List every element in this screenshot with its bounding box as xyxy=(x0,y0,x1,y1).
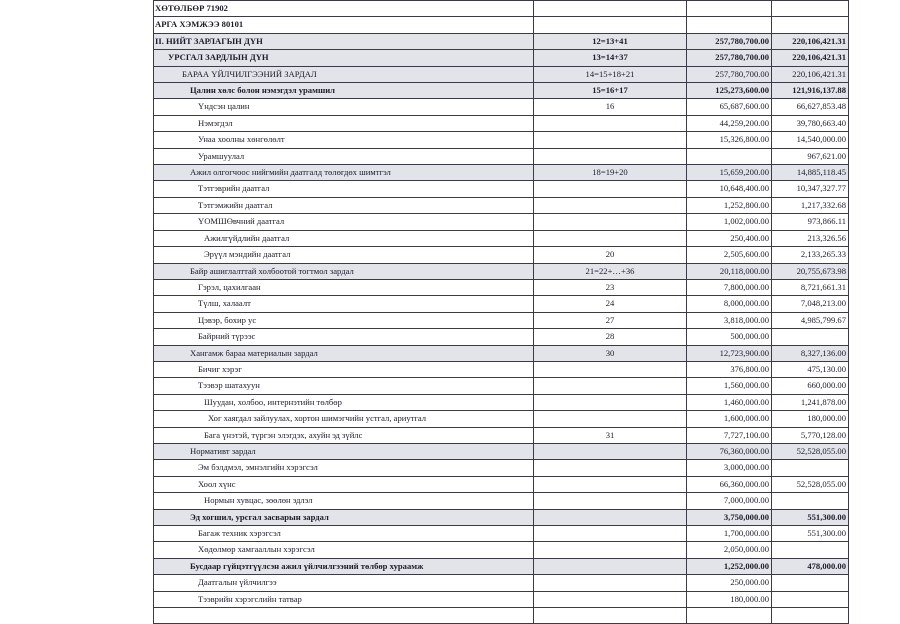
line-item-code: 18=19+20 xyxy=(534,165,687,181)
planned-amount: 66,360,000.00 xyxy=(687,476,772,492)
actual-amount: 551,300.00 xyxy=(772,526,849,542)
actual-amount: 1,217,332.68 xyxy=(772,197,849,213)
actual-amount xyxy=(772,608,849,624)
line-item-code: 31 xyxy=(534,427,687,443)
actual-amount: 66,627,853.48 xyxy=(772,99,849,115)
line-item-name: Гэрэл, цахилгаан xyxy=(154,279,534,295)
table-row xyxy=(154,558,849,574)
line-item-code: 24 xyxy=(534,296,687,312)
table-row xyxy=(154,247,849,263)
actual-amount: 475,130.00 xyxy=(772,361,849,377)
actual-amount: 220,106,421.31 xyxy=(772,33,849,49)
actual-amount: 973,866.11 xyxy=(772,214,849,230)
actual-amount: 220,106,421.31 xyxy=(772,66,849,82)
planned-amount: 125,273,600.00 xyxy=(687,83,772,99)
planned-amount xyxy=(687,17,772,33)
table-row xyxy=(154,148,849,164)
table-row xyxy=(154,378,849,394)
actual-amount: 10,347,327.77 xyxy=(772,181,849,197)
line-item-name: Хөдөлмөр хамгааллын хэрэгсэл xyxy=(154,542,534,558)
line-item-name: Даатгалын үйлчилгээ xyxy=(154,575,534,591)
actual-amount: 660,000.00 xyxy=(772,378,849,394)
planned-amount: 257,780,700.00 xyxy=(687,50,772,66)
line-item-name: ХӨТӨЛБӨР 71902 xyxy=(154,1,534,17)
planned-amount: 257,780,700.00 xyxy=(687,66,772,82)
line-item-code xyxy=(534,1,687,17)
actual-amount xyxy=(772,17,849,33)
planned-amount: 500,000.00 xyxy=(687,329,772,345)
actual-amount xyxy=(772,542,849,558)
actual-amount: 20,755,673.98 xyxy=(772,263,849,279)
planned-amount: 1,002,000.00 xyxy=(687,214,772,230)
line-item-name: Хангамж бараа материалын зардал xyxy=(154,345,534,361)
actual-amount: 213,326.56 xyxy=(772,230,849,246)
line-item-name: Нормын хувцас, зөөлөн эдлэл xyxy=(154,493,534,509)
planned-amount xyxy=(687,608,772,624)
line-item-name: Урамшуулал xyxy=(154,148,534,164)
planned-amount: 7,800,000.00 xyxy=(687,279,772,295)
line-item-code xyxy=(534,378,687,394)
line-item-code xyxy=(534,181,687,197)
line-item-name: Бичиг хэрэг xyxy=(154,361,534,377)
line-item-name: Бусдаар гүйцэтгүүлсэн ажил үйлчилгээний төлбөр хураамж xyxy=(154,558,534,574)
line-item-code xyxy=(534,558,687,574)
line-item-code: 23 xyxy=(534,279,687,295)
actual-amount: 7,048,213.00 xyxy=(772,296,849,312)
expenditure-table-body xyxy=(154,1,849,624)
line-item-name: II. НИЙТ ЗАРЛАГЫН ДҮН xyxy=(154,33,534,49)
planned-amount: 15,659,200.00 xyxy=(687,165,772,181)
line-item-name: Хог хаягдал зайлуулах, хортон шимэгчийн устгал, ариутгал xyxy=(154,411,534,427)
table-row xyxy=(154,197,849,213)
line-item-name: Нормативт зардал xyxy=(154,443,534,459)
line-item-code xyxy=(534,526,687,542)
table-row xyxy=(154,181,849,197)
table-row xyxy=(154,542,849,558)
line-item-name: Эд хогшил, урсгал засварын зардал xyxy=(154,509,534,525)
expenditure-table xyxy=(153,0,849,624)
planned-amount: 3,818,000.00 xyxy=(687,312,772,328)
table-row xyxy=(154,608,849,624)
line-item-name: Байр ашиглалттай холбоотой тогтмол зардал xyxy=(154,263,534,279)
actual-amount: 478,000.00 xyxy=(772,558,849,574)
line-item-name: Тэтгэмжийн даатгал xyxy=(154,197,534,213)
line-item-code xyxy=(534,460,687,476)
table-row xyxy=(154,115,849,131)
actual-amount: 220,106,421.31 xyxy=(772,50,849,66)
actual-amount: 14,885,118.45 xyxy=(772,165,849,181)
actual-amount xyxy=(772,460,849,476)
planned-amount: 2,505,600.00 xyxy=(687,247,772,263)
planned-amount: 65,687,600.00 xyxy=(687,99,772,115)
actual-amount: 39,780,663.40 xyxy=(772,115,849,131)
planned-amount: 8,000,000.00 xyxy=(687,296,772,312)
line-item-name: Эм бэлдмэл, эмнэлгийн хэрэгсэл xyxy=(154,460,534,476)
line-item-code: 12=13+41 xyxy=(534,33,687,49)
actual-amount: 5,770,128.00 xyxy=(772,427,849,443)
line-item-name: ҮОМШӨвчний даатгал xyxy=(154,214,534,230)
line-item-code xyxy=(534,17,687,33)
table-row xyxy=(154,493,849,509)
line-item-code xyxy=(534,575,687,591)
planned-amount: 20,118,000.00 xyxy=(687,263,772,279)
table-row xyxy=(154,279,849,295)
planned-amount: 257,780,700.00 xyxy=(687,33,772,49)
actual-amount: 52,528,055.00 xyxy=(772,443,849,459)
line-item-name: АРГА ХЭМЖЭЭ 80101 xyxy=(154,17,534,33)
actual-amount: 121,916,137.88 xyxy=(772,83,849,99)
line-item-name: Хоол хүнс xyxy=(154,476,534,492)
line-item-name: Унаа хоолны хөнгөлөлт xyxy=(154,132,534,148)
table-row xyxy=(154,263,849,279)
table-row xyxy=(154,312,849,328)
line-item-code xyxy=(534,148,687,164)
line-item-name: Тээврийн хэрэгслийн татвар xyxy=(154,591,534,607)
actual-amount: 8,327,136.00 xyxy=(772,345,849,361)
planned-amount: 44,259,200.00 xyxy=(687,115,772,131)
line-item-code xyxy=(534,230,687,246)
table-row xyxy=(154,394,849,410)
planned-amount: 3,750,000.00 xyxy=(687,509,772,525)
table-row xyxy=(154,476,849,492)
actual-amount: 8,721,661.31 xyxy=(772,279,849,295)
planned-amount: 376,800.00 xyxy=(687,361,772,377)
line-item-name: Байрний түрээс xyxy=(154,329,534,345)
line-item-code: 13=14+37 xyxy=(534,50,687,66)
line-item-code xyxy=(534,214,687,230)
table-row xyxy=(154,99,849,115)
line-item-name: БАРАА ҮЙЛЧИЛГЭЭНИЙ ЗАРДАЛ xyxy=(154,66,534,82)
line-item-code xyxy=(534,509,687,525)
table-row xyxy=(154,214,849,230)
planned-amount xyxy=(687,148,772,164)
line-item-name: Ажилгүйдлийн даатгал xyxy=(154,230,534,246)
line-item-code xyxy=(534,542,687,558)
line-item-code xyxy=(534,115,687,131)
table-row xyxy=(154,33,849,49)
line-item-code xyxy=(534,443,687,459)
line-item-code xyxy=(534,394,687,410)
line-item-code xyxy=(534,361,687,377)
actual-amount: 180,000.00 xyxy=(772,411,849,427)
table-row xyxy=(154,66,849,82)
line-item-name xyxy=(154,608,534,624)
line-item-code xyxy=(534,132,687,148)
actual-amount xyxy=(772,1,849,17)
line-item-code xyxy=(534,608,687,624)
planned-amount: 10,648,400.00 xyxy=(687,181,772,197)
table-row xyxy=(154,83,849,99)
actual-amount: 967,621.00 xyxy=(772,148,849,164)
table-row xyxy=(154,443,849,459)
actual-amount: 4,985,799.67 xyxy=(772,312,849,328)
planned-amount: 1,460,000.00 xyxy=(687,394,772,410)
actual-amount xyxy=(772,575,849,591)
table-row xyxy=(154,17,849,33)
table-row xyxy=(154,411,849,427)
planned-amount: 15,326,800.00 xyxy=(687,132,772,148)
actual-amount xyxy=(772,329,849,345)
actual-amount: 52,528,055.00 xyxy=(772,476,849,492)
line-item-code: 30 xyxy=(534,345,687,361)
line-item-code: 16 xyxy=(534,99,687,115)
planned-amount: 1,252,800.00 xyxy=(687,197,772,213)
line-item-name: Цалин хөлс болон нэмэгдэл урамшил xyxy=(154,83,534,99)
actual-amount: 551,300.00 xyxy=(772,509,849,525)
line-item-code xyxy=(534,591,687,607)
table-row xyxy=(154,296,849,312)
actual-amount xyxy=(772,493,849,509)
planned-amount: 2,050,000.00 xyxy=(687,542,772,558)
planned-amount: 180,000.00 xyxy=(687,591,772,607)
planned-amount: 7,727,100.00 xyxy=(687,427,772,443)
actual-amount: 14,540,000.00 xyxy=(772,132,849,148)
line-item-name: Цэвэр, бохир ус xyxy=(154,312,534,328)
planned-amount: 1,252,000.00 xyxy=(687,558,772,574)
planned-amount: 76,360,000.00 xyxy=(687,443,772,459)
table-row xyxy=(154,165,849,181)
table-row xyxy=(154,329,849,345)
planned-amount: 3,000,000.00 xyxy=(687,460,772,476)
table-row xyxy=(154,575,849,591)
table-row xyxy=(154,1,849,17)
line-item-code: 15=16+17 xyxy=(534,83,687,99)
line-item-code xyxy=(534,476,687,492)
planned-amount: 1,560,000.00 xyxy=(687,378,772,394)
table-row xyxy=(154,230,849,246)
planned-amount: 1,600,000.00 xyxy=(687,411,772,427)
line-item-name: Багаж техник хэрэгсэл xyxy=(154,526,534,542)
line-item-name: Ажил олгогчоос нийгмийн даатгалд төлөгдөх шимтгэл xyxy=(154,165,534,181)
table-row xyxy=(154,509,849,525)
table-row xyxy=(154,427,849,443)
table-row xyxy=(154,132,849,148)
line-item-code: 14=15+18+21 xyxy=(534,66,687,82)
line-item-name: Түлш, халаалт xyxy=(154,296,534,312)
planned-amount: 7,000,000.00 xyxy=(687,493,772,509)
table-row xyxy=(154,526,849,542)
table-row xyxy=(154,345,849,361)
table-row xyxy=(154,361,849,377)
line-item-name: Нэмэгдэл xyxy=(154,115,534,131)
actual-amount: 2,133,265.33 xyxy=(772,247,849,263)
line-item-code xyxy=(534,197,687,213)
planned-amount: 250,400.00 xyxy=(687,230,772,246)
planned-amount: 1,700,000.00 xyxy=(687,526,772,542)
line-item-code xyxy=(534,411,687,427)
line-item-name: Эрүүл мэндийн даатгал xyxy=(154,247,534,263)
line-item-name: Шуудан, холбоо, интернэтийн төлбөр xyxy=(154,394,534,410)
line-item-name: УРСГАЛ ЗАРДЛЫН ДҮН xyxy=(154,50,534,66)
line-item-name: Үндсэн цалин xyxy=(154,99,534,115)
line-item-name: Тээвэр шатахуун xyxy=(154,378,534,394)
planned-amount xyxy=(687,1,772,17)
line-item-name: Бага үнэтэй, түргэн элэгдэх, ахуйн эд зүйлс xyxy=(154,427,534,443)
line-item-name: Тэтгэврийн даатгал xyxy=(154,181,534,197)
line-item-code: 21=22+…+36 xyxy=(534,263,687,279)
line-item-code: 28 xyxy=(534,329,687,345)
line-item-code: 20 xyxy=(534,247,687,263)
line-item-code: 27 xyxy=(534,312,687,328)
line-item-code xyxy=(534,493,687,509)
planned-amount: 250,000.00 xyxy=(687,575,772,591)
table-row xyxy=(154,50,849,66)
table-row xyxy=(154,460,849,476)
actual-amount xyxy=(772,591,849,607)
table-row xyxy=(154,591,849,607)
planned-amount: 12,723,900.00 xyxy=(687,345,772,361)
actual-amount: 1,241,878.00 xyxy=(772,394,849,410)
